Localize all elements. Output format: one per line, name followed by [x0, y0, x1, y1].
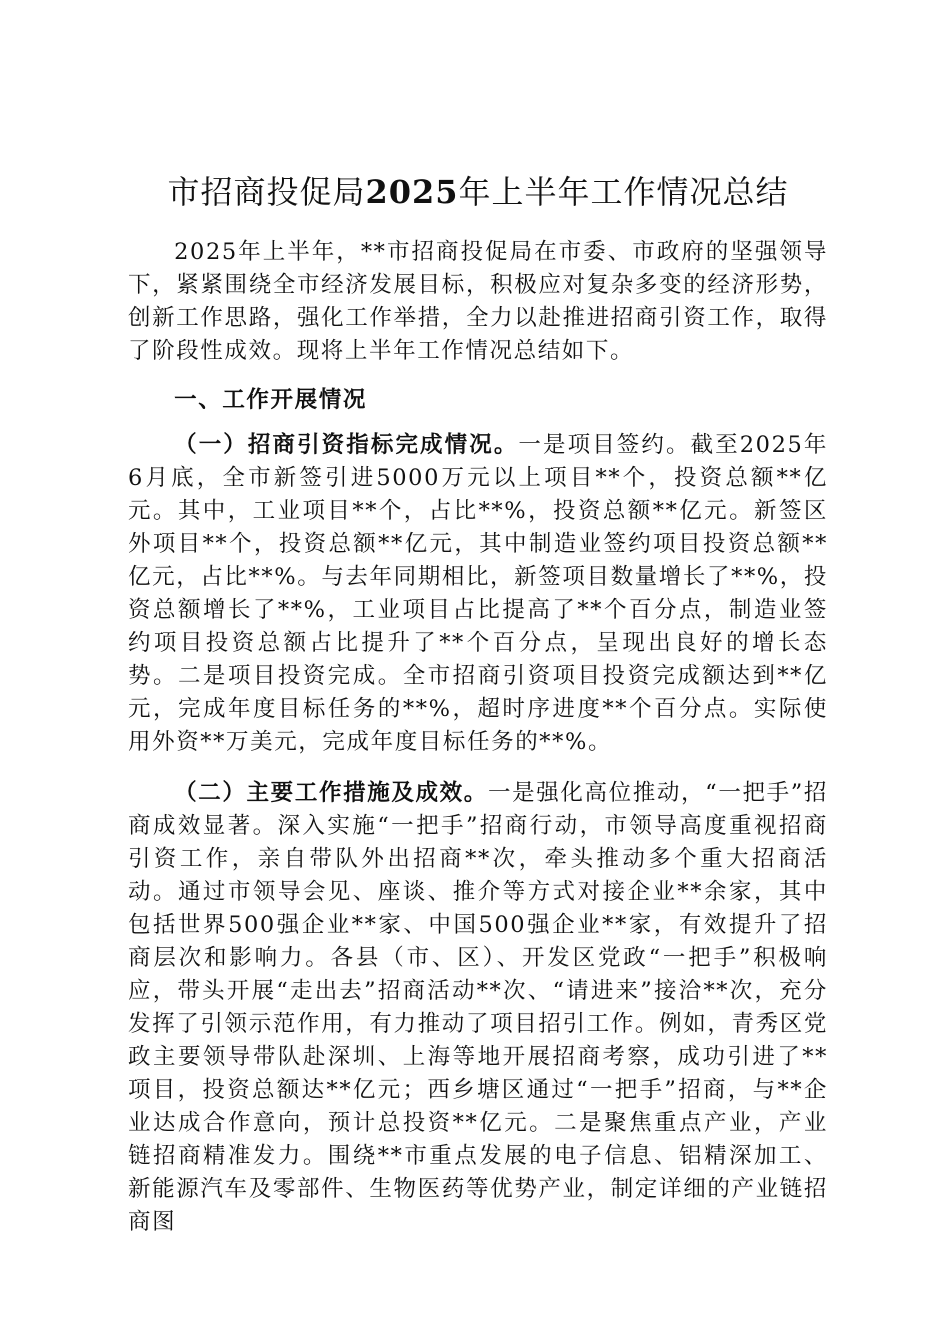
document-title — [128, 170, 828, 214]
subsection-1-lead: （一）招商引资指标完成情况。 — [174, 432, 519, 458]
title-prefix: 市招商投促局 — [167, 173, 366, 211]
subsection-2-lead: （二）主要工作措施及成效。 — [174, 780, 488, 806]
title-year: 2025 — [365, 173, 459, 211]
subsection-main-measures — [128, 777, 828, 1239]
intro-paragraph: 2025年上半年，**市招商投促局在市委、市政府的坚强领导下，紧紧围绕全市经济发展目标，积极应对复杂多变的经济形势，创新工作思路，强化工作举措，全力以赴推进招商引资工作，取得了阶段性成效。现将上半年工作情况总结如下。 — [128, 239, 828, 364]
section-heading-work-progress: 一、工作开展情况 — [174, 387, 367, 413]
document-page — [128, 170, 828, 1239]
subsection-investment-indicators — [128, 429, 828, 759]
title-suffix: 年上半年工作情况总结 — [458, 173, 789, 211]
subsection-2-body: 一是强化高位推动，“一把手”招商成效显著。深入实施“一把手”招商行动，市领导高度重视招商引资工作，亲自带队外出招商**次，牵头推动多个重大招商活动。通过市领导会见、座谈、推介等方式对接企业**余家，其中包括世界500强企业**家、中国500强企业**家，有效提升了招商层次和影响力。各县（市、区）、开发区党政“一把手”积极响应，带头开展“走出去”招商活动**次、“请进来”接洽**次，充分发挥了引领示范作用，有力推动了项目招引工作。例如，青秀区党政主要领导带队赴深圳、上海等地开展招商考察，成功引进了**项目，投资总额达**亿元；西乡塘区通过“一把手”招商，与**企业达成合作意向，预计总投资**亿元。二是聚焦重点产业，产业链招商精准发力。围绕**市重点发展的电子信息、铝精深加工、新能源汽车及零部件、生物医药等优势产业，制定详细的产业链招商图 — [128, 780, 828, 1235]
subsection-1-body: 一是项目签约。截至2025年6月底，全市新签引进5000万元以上项目**个，投资总额**亿元。其中，工业项目**个，占比**%，投资总额**亿元。新签区外项目**个，投资总额**亿元，其中制造业签约项目投资总额**亿元，占比**%。与去年同期相比，新签项目数量增长了**%，投资总额增长了**%，工业项目占比提高了**个百分点，制造业签约项目投资总额占比提升了**个百分点，呈现出良好的增长态势。二是项目投资完成。全市招商引资项目投资完成额达到**亿元，完成年度目标任务的**%，超时序进度**个百分点。实际使用外资**万美元，完成年度目标任务的**%。 — [128, 432, 828, 755]
